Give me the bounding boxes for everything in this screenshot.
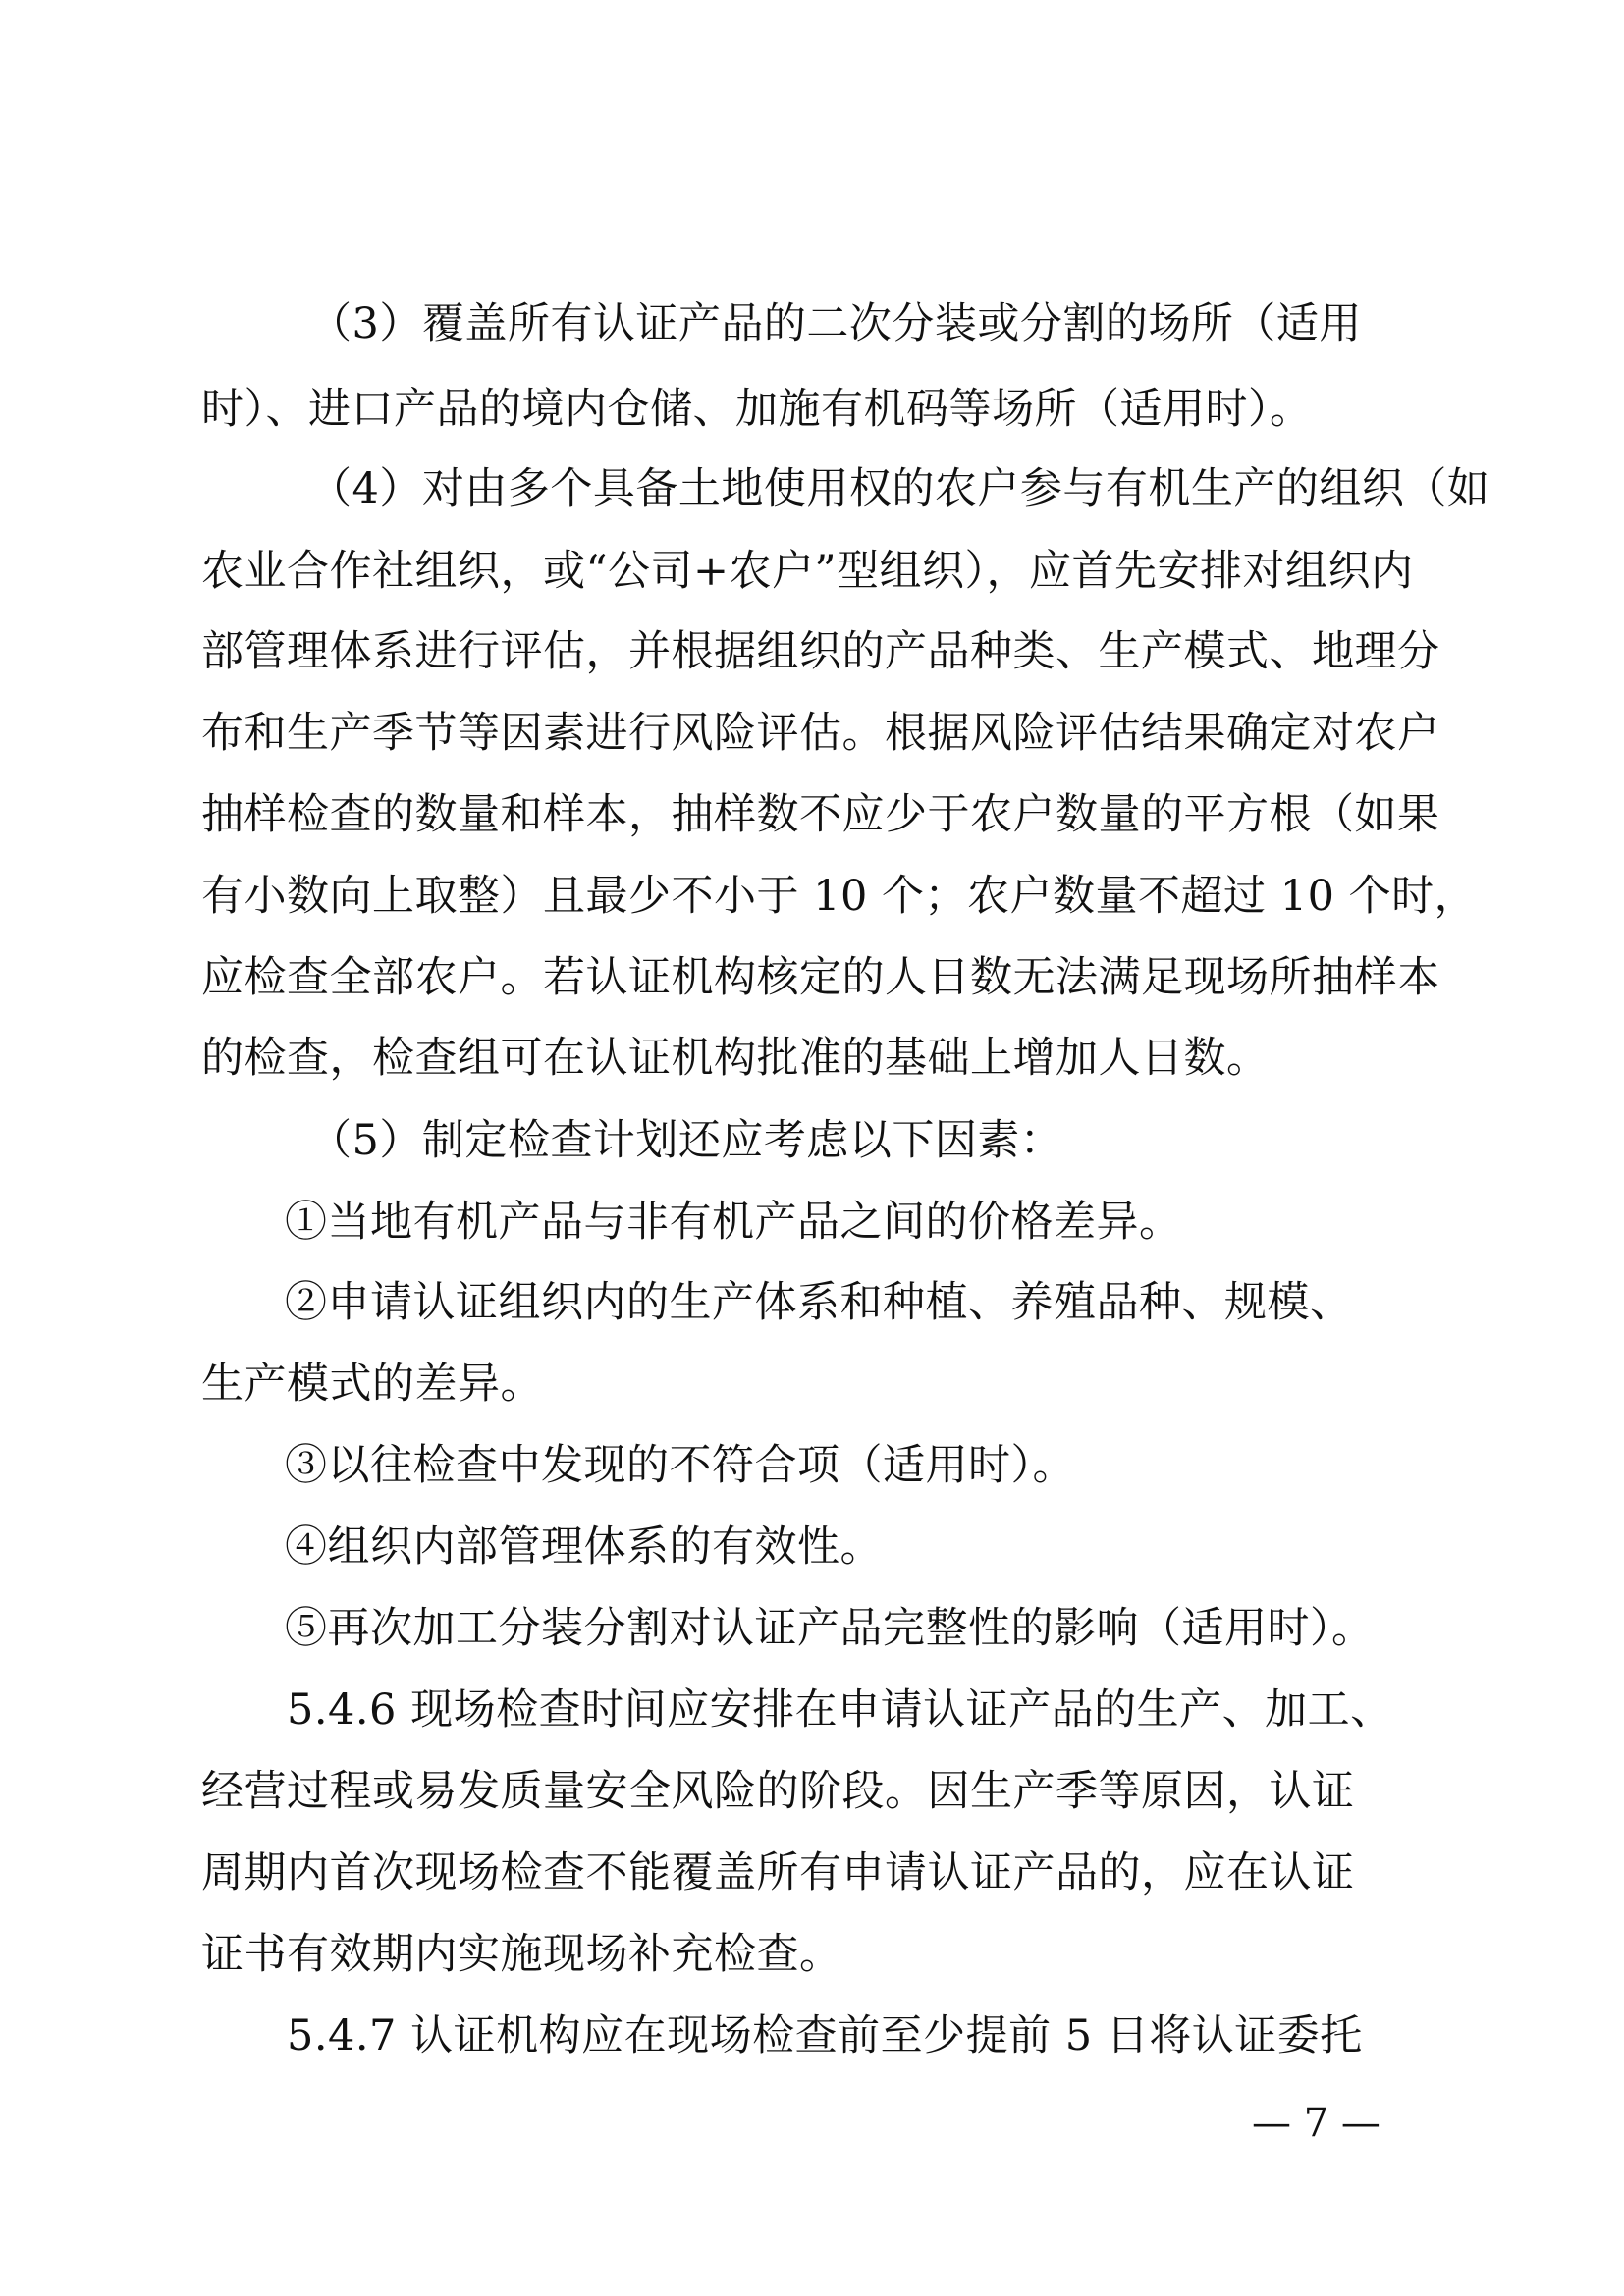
text-line-7: 抽样检查的数量和样本，抽样数不应少于农户数量的平方根（如果: [201, 790, 1440, 839]
text-line-14: 生产模式的差异。: [201, 1360, 543, 1409]
text-line-5: 部管理体系进行评估，并根据组织的产品种类、生产模式、地理分: [201, 627, 1440, 676]
text-line-13: ②申请认证组织内的生产体系和种植、养殖品种、规模、: [285, 1278, 1353, 1327]
text-line-3: （4）对由多个具备土地使用权的农户参与有机生产的组织（如: [309, 464, 1490, 513]
text-line-9: 应检查全部农户。若认证机构核定的人日数无法满足现场所抽样本: [201, 953, 1440, 1002]
text-line-20: 周期内首次现场检查不能覆盖所有申请认证产品的，应在认证: [201, 1848, 1355, 1897]
text-line-4: 农业合作社组织，或“公司+农户”型组织），应首先安排对组织内: [201, 547, 1414, 596]
text-line-1: （3）覆盖所有认证产品的二次分装或分割的场所（适用: [309, 299, 1362, 348]
text-line-15: ③以往检查中发现的不符合项（适用时）。: [285, 1441, 1075, 1490]
text-line-16: ④组织内部管理体系的有效性。: [285, 1522, 883, 1572]
text-line-12: ①当地有机产品与非有机产品之间的价格差异。: [285, 1198, 1182, 1247]
text-line-21: 证书有效期内实施现场补充检查。: [201, 1930, 842, 1979]
text-line-22: 5.4.7 认证机构应在现场检查前至少提前 5 日将认证委托: [287, 2011, 1363, 2060]
text-line-6: 布和生产季节等因素进行风险评估。根据风险评估结果确定对农户: [201, 709, 1440, 758]
text-line-19: 经营过程或易发质量安全风险的阶段。因生产季等原因，认证: [201, 1767, 1355, 1816]
text-line-8: 有小数向上取整）且最少不小于 10 个；农户数量不超过 10 个时，: [201, 872, 1478, 921]
text-line-17: ⑤再次加工分装分割对认证产品完整性的影响（适用时）。: [285, 1604, 1375, 1653]
text-line-2: 时）、进口产品的境内仓储、加施有机码等场所（适用时）。: [201, 385, 1313, 434]
text-line-11: （5）制定检查计划还应考虑以下因素：: [309, 1116, 1063, 1165]
text-line-10: 的检查，检查组可在认证机构批准的基础上增加人日数。: [201, 1034, 1270, 1083]
page-number: — 7 —: [1252, 2101, 1380, 2146]
text-line-18: 5.4.6 现场检查时间应安排在申请认证产品的生产、加工、: [287, 1685, 1393, 1735]
